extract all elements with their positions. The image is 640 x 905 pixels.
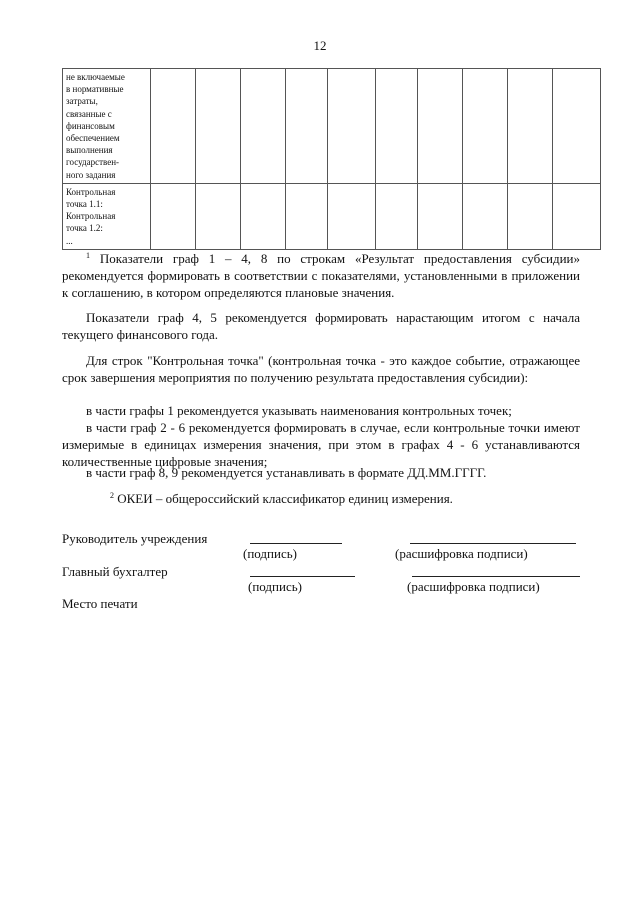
instruction-item-2: в части граф 2 - 6 рекомендуется формировать в случае, если контрольные точки имеют измеримые в единицах измерения значения, при этом в графах 4 - 6 устанавливаются количественные цифровые значения;: [62, 420, 580, 469]
page-number: 12: [313, 38, 327, 53]
table-cell: [196, 183, 241, 249]
table-cell: [328, 69, 376, 184]
table-cell: [241, 183, 286, 249]
table-row: [63, 183, 601, 249]
table-cell: [376, 69, 418, 184]
paragraph-control-points: Для строк "Контрольная точка" (контрольная точка - это каждое событие, отражающее срок завершения мероприятия по получению результата предоставления субсидии):: [62, 353, 580, 385]
accountant-decode-line: [412, 576, 580, 577]
table-cell: [151, 183, 196, 249]
head-signature-caption: (подпись): [243, 546, 297, 561]
table-cell: [508, 69, 553, 184]
accountant-signature-line: [250, 576, 355, 577]
footnote-2: [110, 487, 580, 507]
row-label: не включаемые в нормативные затраты, связанные с финансовым обеспечением выполнения государствен- ного задания: [66, 72, 125, 180]
table-cell: [241, 69, 286, 184]
table-cell: [418, 183, 463, 249]
table-cell: [553, 183, 601, 249]
row-label: Контрольная точка 1.1: Контрольная точка 1.2: ...: [66, 186, 116, 246]
instruction-item-1: в части графы 1 рекомендуется указывать наименования контрольных точек;: [86, 403, 512, 418]
row-label-cell: [63, 69, 151, 184]
table-cell: [196, 69, 241, 184]
head-decode-line: [410, 543, 576, 544]
head-signature-line: [250, 543, 342, 544]
footnote-1: [62, 247, 580, 301]
head-decode-caption: (расшифровка подписи): [395, 546, 528, 561]
footnote-1-text: Показатели граф 1 – 4, 8 по строкам «Результат предоставления субсидии» рекомендуется формировать в соответствии с показателями, установленными в приложении к соглашению, в котором определяются плановые значения.: [62, 251, 580, 300]
paragraph-graphs-4-5: Показатели граф 4, 5 рекомендуется формировать нарастающим итогом с начала текущего финансового года.: [62, 310, 580, 342]
table-cell: [151, 69, 196, 184]
table-cell: [508, 183, 553, 249]
accountant-label: Главный бухгалтер: [62, 564, 168, 579]
footnote-2-mark: 2: [110, 491, 114, 500]
head-label: Руководитель учреждения: [62, 531, 208, 546]
table-cell: [286, 183, 328, 249]
table-cell: [286, 69, 328, 184]
row-label-cell: [63, 183, 151, 249]
footnote-1-mark: 1: [86, 251, 90, 260]
accountant-signature-caption: (подпись): [248, 579, 302, 594]
table-cell: [376, 183, 418, 249]
accountant-decode-caption: (расшифровка подписи): [407, 579, 540, 594]
stamp-label: Место печати: [62, 596, 138, 611]
table-cell: [553, 69, 601, 184]
table-cell: [418, 69, 463, 184]
table-cell: [463, 183, 508, 249]
instruction-item-3: в части граф 8, 9 рекомендуется устанавливать в формате ДД.ММ.ГГГГ.: [86, 465, 487, 480]
indicators-table: [62, 68, 601, 250]
table-cell: [328, 183, 376, 249]
table-cell: [463, 69, 508, 184]
table-row: [63, 69, 601, 184]
footnote-2-text: ОКЕИ – общероссийский классификатор единиц измерения.: [117, 491, 453, 506]
